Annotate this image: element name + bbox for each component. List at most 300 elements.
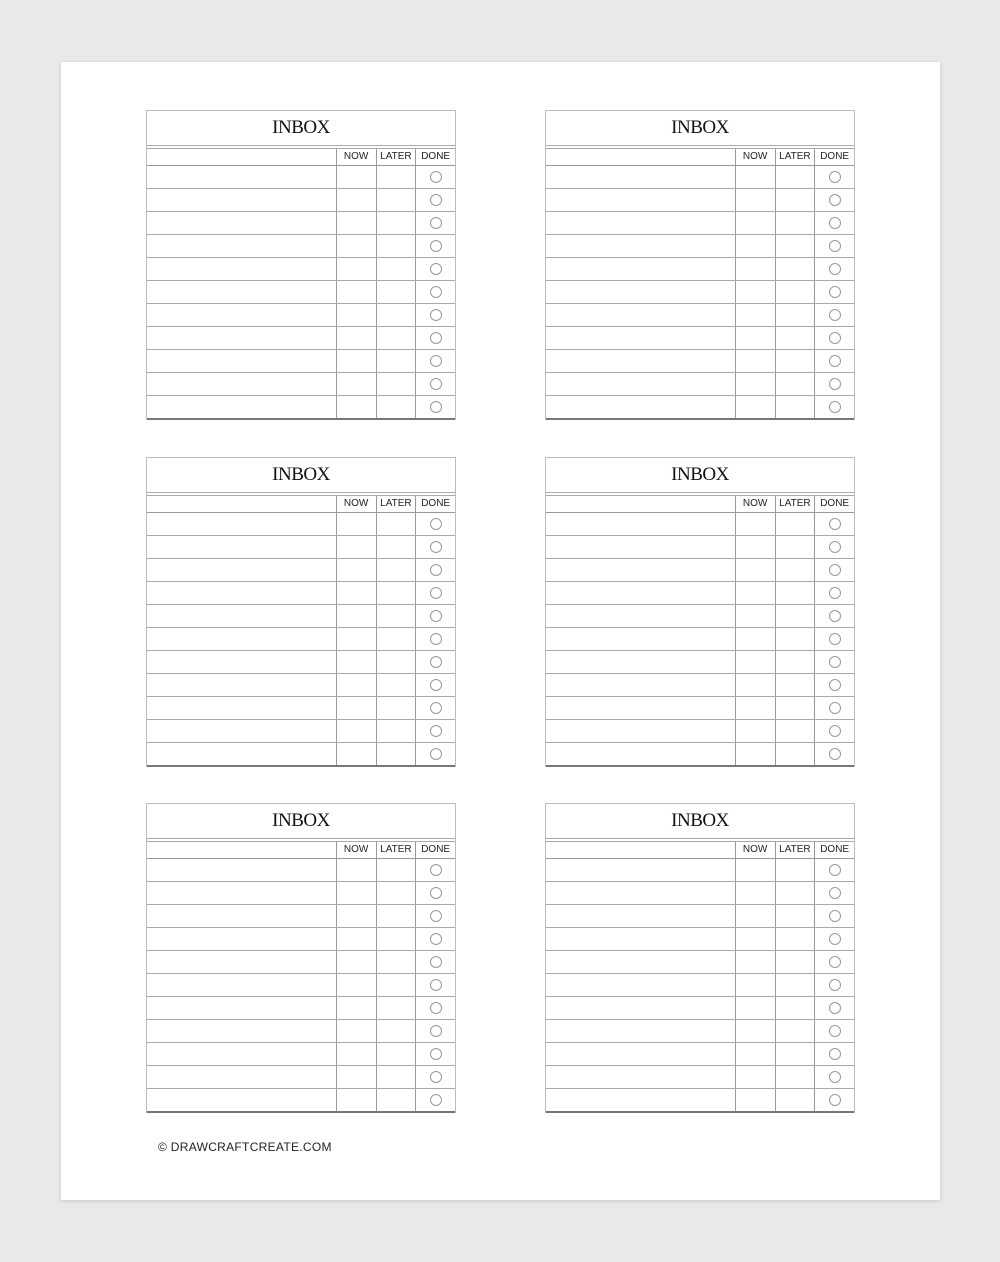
done-cell[interactable] xyxy=(814,951,854,973)
later-cell[interactable] xyxy=(376,166,416,188)
done-cell[interactable] xyxy=(415,605,455,627)
now-cell[interactable] xyxy=(735,674,775,696)
later-cell[interactable] xyxy=(775,304,815,326)
now-cell[interactable] xyxy=(735,720,775,742)
done-checkbox-circle-icon[interactable] xyxy=(829,979,841,991)
now-cell[interactable] xyxy=(735,1089,775,1111)
now-cell[interactable] xyxy=(735,166,775,188)
done-checkbox-circle-icon[interactable] xyxy=(829,171,841,183)
done-cell[interactable] xyxy=(415,281,455,303)
now-cell[interactable] xyxy=(735,697,775,719)
later-cell[interactable] xyxy=(775,350,815,372)
task-field[interactable] xyxy=(546,373,735,395)
done-checkbox-circle-icon[interactable] xyxy=(829,748,841,760)
task-field[interactable] xyxy=(546,166,735,188)
done-checkbox-circle-icon[interactable] xyxy=(829,518,841,530)
later-cell[interactable] xyxy=(376,536,416,558)
done-checkbox-circle-icon[interactable] xyxy=(430,240,442,252)
done-cell[interactable] xyxy=(814,281,854,303)
now-cell[interactable] xyxy=(735,882,775,904)
task-field[interactable] xyxy=(546,628,735,650)
task-field[interactable] xyxy=(147,859,336,881)
done-cell[interactable] xyxy=(415,304,455,326)
done-cell[interactable] xyxy=(415,189,455,211)
task-field[interactable] xyxy=(546,258,735,280)
later-cell[interactable] xyxy=(376,651,416,673)
done-cell[interactable] xyxy=(814,350,854,372)
later-cell[interactable] xyxy=(775,396,815,418)
later-cell[interactable] xyxy=(376,513,416,535)
now-cell[interactable] xyxy=(336,373,376,395)
task-field[interactable] xyxy=(147,628,336,650)
task-field[interactable] xyxy=(546,674,735,696)
now-cell[interactable] xyxy=(336,396,376,418)
task-field[interactable] xyxy=(147,1043,336,1065)
now-cell[interactable] xyxy=(336,1066,376,1088)
done-checkbox-circle-icon[interactable] xyxy=(430,332,442,344)
done-checkbox-circle-icon[interactable] xyxy=(430,748,442,760)
task-field[interactable] xyxy=(147,997,336,1019)
later-cell[interactable] xyxy=(775,1066,815,1088)
task-field[interactable] xyxy=(147,674,336,696)
now-cell[interactable] xyxy=(336,350,376,372)
later-cell[interactable] xyxy=(775,582,815,604)
later-cell[interactable] xyxy=(376,281,416,303)
later-cell[interactable] xyxy=(775,605,815,627)
done-checkbox-circle-icon[interactable] xyxy=(829,332,841,344)
done-checkbox-circle-icon[interactable] xyxy=(829,956,841,968)
done-cell[interactable] xyxy=(814,882,854,904)
now-cell[interactable] xyxy=(336,166,376,188)
done-cell[interactable] xyxy=(415,628,455,650)
done-checkbox-circle-icon[interactable] xyxy=(829,1025,841,1037)
now-cell[interactable] xyxy=(336,582,376,604)
now-cell[interactable] xyxy=(735,536,775,558)
done-cell[interactable] xyxy=(415,974,455,996)
done-cell[interactable] xyxy=(415,1020,455,1042)
done-checkbox-circle-icon[interactable] xyxy=(430,702,442,714)
now-cell[interactable] xyxy=(735,373,775,395)
task-field[interactable] xyxy=(546,697,735,719)
done-checkbox-circle-icon[interactable] xyxy=(829,1048,841,1060)
now-cell[interactable] xyxy=(735,974,775,996)
now-cell[interactable] xyxy=(735,951,775,973)
done-cell[interactable] xyxy=(814,974,854,996)
done-checkbox-circle-icon[interactable] xyxy=(430,610,442,622)
done-cell[interactable] xyxy=(415,559,455,581)
done-checkbox-circle-icon[interactable] xyxy=(829,633,841,645)
task-field[interactable] xyxy=(147,651,336,673)
now-cell[interactable] xyxy=(735,859,775,881)
task-field[interactable] xyxy=(147,720,336,742)
later-cell[interactable] xyxy=(376,743,416,765)
done-cell[interactable] xyxy=(415,859,455,881)
later-cell[interactable] xyxy=(376,304,416,326)
now-cell[interactable] xyxy=(336,859,376,881)
done-cell[interactable] xyxy=(814,697,854,719)
task-field[interactable] xyxy=(546,882,735,904)
done-checkbox-circle-icon[interactable] xyxy=(430,1025,442,1037)
done-cell[interactable] xyxy=(814,1043,854,1065)
task-field[interactable] xyxy=(147,166,336,188)
task-field[interactable] xyxy=(147,605,336,627)
done-checkbox-circle-icon[interactable] xyxy=(829,309,841,321)
now-cell[interactable] xyxy=(336,281,376,303)
done-cell[interactable] xyxy=(415,882,455,904)
done-checkbox-circle-icon[interactable] xyxy=(829,864,841,876)
done-cell[interactable] xyxy=(415,235,455,257)
done-checkbox-circle-icon[interactable] xyxy=(829,240,841,252)
task-field[interactable] xyxy=(147,350,336,372)
now-cell[interactable] xyxy=(336,559,376,581)
now-cell[interactable] xyxy=(735,997,775,1019)
task-field[interactable] xyxy=(147,235,336,257)
later-cell[interactable] xyxy=(376,1043,416,1065)
done-checkbox-circle-icon[interactable] xyxy=(430,518,442,530)
now-cell[interactable] xyxy=(336,327,376,349)
done-cell[interactable] xyxy=(814,743,854,765)
task-field[interactable] xyxy=(546,513,735,535)
later-cell[interactable] xyxy=(376,605,416,627)
done-checkbox-circle-icon[interactable] xyxy=(829,587,841,599)
later-cell[interactable] xyxy=(775,720,815,742)
task-field[interactable] xyxy=(147,559,336,581)
now-cell[interactable] xyxy=(336,628,376,650)
later-cell[interactable] xyxy=(775,859,815,881)
done-cell[interactable] xyxy=(415,1043,455,1065)
done-cell[interactable] xyxy=(814,1020,854,1042)
later-cell[interactable] xyxy=(775,258,815,280)
now-cell[interactable] xyxy=(336,974,376,996)
done-checkbox-circle-icon[interactable] xyxy=(829,610,841,622)
done-checkbox-circle-icon[interactable] xyxy=(829,679,841,691)
later-cell[interactable] xyxy=(775,628,815,650)
done-cell[interactable] xyxy=(814,258,854,280)
done-cell[interactable] xyxy=(814,304,854,326)
now-cell[interactable] xyxy=(336,882,376,904)
now-cell[interactable] xyxy=(336,513,376,535)
task-field[interactable] xyxy=(147,743,336,765)
later-cell[interactable] xyxy=(775,1043,815,1065)
later-cell[interactable] xyxy=(775,536,815,558)
task-field[interactable] xyxy=(147,974,336,996)
done-cell[interactable] xyxy=(415,928,455,950)
done-checkbox-circle-icon[interactable] xyxy=(430,401,442,413)
task-field[interactable] xyxy=(546,743,735,765)
done-checkbox-circle-icon[interactable] xyxy=(829,263,841,275)
task-field[interactable] xyxy=(546,1066,735,1088)
task-field[interactable] xyxy=(147,536,336,558)
later-cell[interactable] xyxy=(376,396,416,418)
done-cell[interactable] xyxy=(814,674,854,696)
later-cell[interactable] xyxy=(775,212,815,234)
done-checkbox-circle-icon[interactable] xyxy=(829,401,841,413)
now-cell[interactable] xyxy=(735,651,775,673)
done-checkbox-circle-icon[interactable] xyxy=(430,910,442,922)
task-field[interactable] xyxy=(147,189,336,211)
later-cell[interactable] xyxy=(376,997,416,1019)
later-cell[interactable] xyxy=(775,1020,815,1042)
done-cell[interactable] xyxy=(814,166,854,188)
now-cell[interactable] xyxy=(735,235,775,257)
now-cell[interactable] xyxy=(336,1043,376,1065)
done-checkbox-circle-icon[interactable] xyxy=(829,887,841,899)
later-cell[interactable] xyxy=(376,327,416,349)
now-cell[interactable] xyxy=(735,327,775,349)
done-cell[interactable] xyxy=(415,373,455,395)
task-field[interactable] xyxy=(546,720,735,742)
now-cell[interactable] xyxy=(336,189,376,211)
later-cell[interactable] xyxy=(775,697,815,719)
later-cell[interactable] xyxy=(376,951,416,973)
task-field[interactable] xyxy=(546,905,735,927)
done-cell[interactable] xyxy=(415,536,455,558)
done-cell[interactable] xyxy=(415,720,455,742)
task-field[interactable] xyxy=(546,974,735,996)
done-cell[interactable] xyxy=(415,651,455,673)
now-cell[interactable] xyxy=(336,697,376,719)
now-cell[interactable] xyxy=(336,235,376,257)
task-field[interactable] xyxy=(147,281,336,303)
done-checkbox-circle-icon[interactable] xyxy=(430,679,442,691)
done-checkbox-circle-icon[interactable] xyxy=(829,564,841,576)
now-cell[interactable] xyxy=(735,1020,775,1042)
done-checkbox-circle-icon[interactable] xyxy=(430,541,442,553)
done-checkbox-circle-icon[interactable] xyxy=(829,702,841,714)
done-checkbox-circle-icon[interactable] xyxy=(430,171,442,183)
done-cell[interactable] xyxy=(415,258,455,280)
done-cell[interactable] xyxy=(415,674,455,696)
task-field[interactable] xyxy=(147,951,336,973)
done-cell[interactable] xyxy=(415,350,455,372)
task-field[interactable] xyxy=(546,928,735,950)
later-cell[interactable] xyxy=(775,189,815,211)
later-cell[interactable] xyxy=(376,350,416,372)
now-cell[interactable] xyxy=(336,258,376,280)
task-field[interactable] xyxy=(546,536,735,558)
task-field[interactable] xyxy=(147,882,336,904)
now-cell[interactable] xyxy=(735,1066,775,1088)
later-cell[interactable] xyxy=(376,882,416,904)
later-cell[interactable] xyxy=(376,859,416,881)
now-cell[interactable] xyxy=(336,212,376,234)
task-field[interactable] xyxy=(147,373,336,395)
task-field[interactable] xyxy=(546,189,735,211)
now-cell[interactable] xyxy=(336,1089,376,1111)
done-cell[interactable] xyxy=(415,513,455,535)
later-cell[interactable] xyxy=(376,928,416,950)
done-cell[interactable] xyxy=(814,513,854,535)
done-cell[interactable] xyxy=(415,582,455,604)
later-cell[interactable] xyxy=(775,674,815,696)
task-field[interactable] xyxy=(546,582,735,604)
later-cell[interactable] xyxy=(775,166,815,188)
later-cell[interactable] xyxy=(775,882,815,904)
now-cell[interactable] xyxy=(735,396,775,418)
task-field[interactable] xyxy=(546,304,735,326)
now-cell[interactable] xyxy=(336,951,376,973)
done-checkbox-circle-icon[interactable] xyxy=(430,933,442,945)
done-checkbox-circle-icon[interactable] xyxy=(430,633,442,645)
now-cell[interactable] xyxy=(735,559,775,581)
done-checkbox-circle-icon[interactable] xyxy=(430,1094,442,1106)
done-checkbox-circle-icon[interactable] xyxy=(829,378,841,390)
done-checkbox-circle-icon[interactable] xyxy=(829,910,841,922)
done-cell[interactable] xyxy=(814,859,854,881)
now-cell[interactable] xyxy=(336,536,376,558)
done-cell[interactable] xyxy=(814,559,854,581)
task-field[interactable] xyxy=(546,1020,735,1042)
done-cell[interactable] xyxy=(814,1089,854,1111)
later-cell[interactable] xyxy=(376,258,416,280)
later-cell[interactable] xyxy=(775,928,815,950)
task-field[interactable] xyxy=(147,1089,336,1111)
done-cell[interactable] xyxy=(814,327,854,349)
now-cell[interactable] xyxy=(336,928,376,950)
done-cell[interactable] xyxy=(415,997,455,1019)
done-checkbox-circle-icon[interactable] xyxy=(430,309,442,321)
later-cell[interactable] xyxy=(775,743,815,765)
task-field[interactable] xyxy=(147,327,336,349)
later-cell[interactable] xyxy=(775,951,815,973)
done-checkbox-circle-icon[interactable] xyxy=(430,1002,442,1014)
done-cell[interactable] xyxy=(814,997,854,1019)
done-checkbox-circle-icon[interactable] xyxy=(829,355,841,367)
done-cell[interactable] xyxy=(415,212,455,234)
later-cell[interactable] xyxy=(775,235,815,257)
now-cell[interactable] xyxy=(336,720,376,742)
later-cell[interactable] xyxy=(376,674,416,696)
now-cell[interactable] xyxy=(336,651,376,673)
done-cell[interactable] xyxy=(814,582,854,604)
done-cell[interactable] xyxy=(415,327,455,349)
later-cell[interactable] xyxy=(376,559,416,581)
later-cell[interactable] xyxy=(376,235,416,257)
done-checkbox-circle-icon[interactable] xyxy=(430,217,442,229)
task-field[interactable] xyxy=(546,1089,735,1111)
later-cell[interactable] xyxy=(775,281,815,303)
done-checkbox-circle-icon[interactable] xyxy=(829,656,841,668)
task-field[interactable] xyxy=(546,605,735,627)
done-cell[interactable] xyxy=(814,720,854,742)
task-field[interactable] xyxy=(546,281,735,303)
done-checkbox-circle-icon[interactable] xyxy=(430,1048,442,1060)
task-field[interactable] xyxy=(147,258,336,280)
now-cell[interactable] xyxy=(735,304,775,326)
now-cell[interactable] xyxy=(735,928,775,950)
later-cell[interactable] xyxy=(376,373,416,395)
task-field[interactable] xyxy=(147,928,336,950)
done-checkbox-circle-icon[interactable] xyxy=(430,194,442,206)
done-checkbox-circle-icon[interactable] xyxy=(829,1094,841,1106)
task-field[interactable] xyxy=(546,327,735,349)
done-checkbox-circle-icon[interactable] xyxy=(829,541,841,553)
later-cell[interactable] xyxy=(376,1020,416,1042)
later-cell[interactable] xyxy=(376,720,416,742)
done-cell[interactable] xyxy=(814,928,854,950)
task-field[interactable] xyxy=(147,582,336,604)
now-cell[interactable] xyxy=(735,189,775,211)
task-field[interactable] xyxy=(546,396,735,418)
done-cell[interactable] xyxy=(415,166,455,188)
now-cell[interactable] xyxy=(735,258,775,280)
task-field[interactable] xyxy=(546,859,735,881)
later-cell[interactable] xyxy=(775,513,815,535)
task-field[interactable] xyxy=(147,905,336,927)
later-cell[interactable] xyxy=(775,559,815,581)
now-cell[interactable] xyxy=(336,304,376,326)
later-cell[interactable] xyxy=(775,327,815,349)
done-checkbox-circle-icon[interactable] xyxy=(829,286,841,298)
later-cell[interactable] xyxy=(775,997,815,1019)
done-checkbox-circle-icon[interactable] xyxy=(829,217,841,229)
done-cell[interactable] xyxy=(814,396,854,418)
now-cell[interactable] xyxy=(735,743,775,765)
done-cell[interactable] xyxy=(415,697,455,719)
now-cell[interactable] xyxy=(735,281,775,303)
now-cell[interactable] xyxy=(336,674,376,696)
done-cell[interactable] xyxy=(814,905,854,927)
done-cell[interactable] xyxy=(814,212,854,234)
done-cell[interactable] xyxy=(814,373,854,395)
task-field[interactable] xyxy=(546,212,735,234)
task-field[interactable] xyxy=(147,212,336,234)
later-cell[interactable] xyxy=(376,212,416,234)
done-checkbox-circle-icon[interactable] xyxy=(430,587,442,599)
later-cell[interactable] xyxy=(376,697,416,719)
later-cell[interactable] xyxy=(376,905,416,927)
task-field[interactable] xyxy=(546,1043,735,1065)
task-field[interactable] xyxy=(546,350,735,372)
task-field[interactable] xyxy=(147,396,336,418)
task-field[interactable] xyxy=(546,651,735,673)
done-checkbox-circle-icon[interactable] xyxy=(829,194,841,206)
now-cell[interactable] xyxy=(336,605,376,627)
done-checkbox-circle-icon[interactable] xyxy=(430,286,442,298)
task-field[interactable] xyxy=(546,951,735,973)
later-cell[interactable] xyxy=(376,1089,416,1111)
later-cell[interactable] xyxy=(775,373,815,395)
done-cell[interactable] xyxy=(814,536,854,558)
now-cell[interactable] xyxy=(336,743,376,765)
done-cell[interactable] xyxy=(814,235,854,257)
done-cell[interactable] xyxy=(814,605,854,627)
done-checkbox-circle-icon[interactable] xyxy=(430,864,442,876)
done-checkbox-circle-icon[interactable] xyxy=(430,564,442,576)
done-checkbox-circle-icon[interactable] xyxy=(430,263,442,275)
now-cell[interactable] xyxy=(735,628,775,650)
task-field[interactable] xyxy=(147,304,336,326)
done-cell[interactable] xyxy=(814,189,854,211)
task-field[interactable] xyxy=(147,1020,336,1042)
done-checkbox-circle-icon[interactable] xyxy=(430,656,442,668)
task-field[interactable] xyxy=(546,559,735,581)
now-cell[interactable] xyxy=(336,905,376,927)
done-checkbox-circle-icon[interactable] xyxy=(430,956,442,968)
done-checkbox-circle-icon[interactable] xyxy=(430,378,442,390)
done-cell[interactable] xyxy=(415,905,455,927)
now-cell[interactable] xyxy=(735,212,775,234)
task-field[interactable] xyxy=(147,697,336,719)
task-field[interactable] xyxy=(147,1066,336,1088)
now-cell[interactable] xyxy=(735,905,775,927)
done-cell[interactable] xyxy=(415,743,455,765)
done-checkbox-circle-icon[interactable] xyxy=(430,355,442,367)
now-cell[interactable] xyxy=(735,605,775,627)
done-cell[interactable] xyxy=(415,1066,455,1088)
now-cell[interactable] xyxy=(735,513,775,535)
later-cell[interactable] xyxy=(376,1066,416,1088)
